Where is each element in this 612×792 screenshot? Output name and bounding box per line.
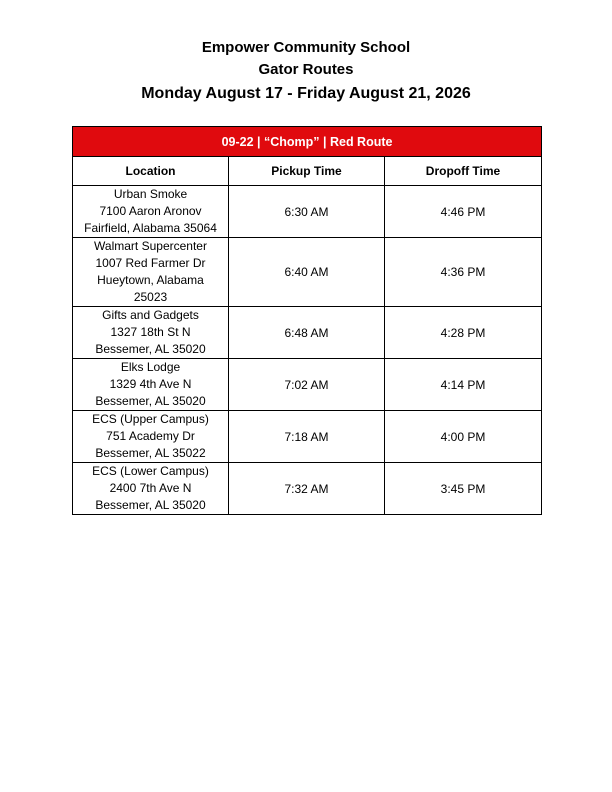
location-city: Bessemer, AL 35020: [95, 498, 206, 512]
pickup-time: 7:02 AM: [229, 359, 385, 411]
dropoff-time: 4:14 PM: [385, 359, 542, 411]
route-title-row: [73, 127, 542, 157]
column-header-dropoff: Dropoff Time: [385, 157, 542, 186]
location-city: Bessemer, AL 35022: [95, 446, 206, 460]
table-row: [73, 238, 542, 307]
school-name: Empower Community School: [201, 39, 411, 56]
table-row: [73, 411, 542, 463]
pickup-time: 7:18 AM: [229, 411, 385, 463]
location-street: 7100 Aaron Aronov: [99, 204, 202, 218]
dropoff-time: 4:36 PM: [385, 238, 542, 307]
location-cell: [73, 238, 229, 307]
location-city: Fairfield, Alabama 35064: [84, 221, 217, 235]
location-cell: [73, 411, 229, 463]
location-city: Bessemer, AL 35020: [95, 342, 206, 356]
route-table: [72, 126, 542, 515]
location-street: 751 Academy Dr: [106, 429, 195, 443]
location-cell: [73, 186, 229, 238]
location-name: Walmart Supercenter: [94, 239, 207, 253]
location-city: Bessemer, AL 35020: [95, 394, 206, 408]
date-range: Monday August 17 - Friday August 21, 2026: [141, 85, 471, 102]
pickup-time: 7:32 AM: [229, 463, 385, 515]
pickup-time: 6:48 AM: [229, 307, 385, 359]
dropoff-time: 4:00 PM: [385, 411, 542, 463]
location-street: 2400 7th Ave N: [109, 481, 192, 495]
location-cell: [73, 463, 229, 515]
location-name: ECS (Lower Campus): [92, 464, 209, 478]
dropoff-time: 4:46 PM: [385, 186, 542, 238]
location-name: Urban Smoke: [113, 187, 188, 201]
location-cell: [73, 359, 229, 411]
table-row: [73, 463, 542, 515]
column-header-location: Location: [73, 157, 229, 186]
column-header-row: [73, 157, 542, 186]
location-name: Elks Lodge: [120, 360, 181, 374]
pickup-time: 6:40 AM: [229, 238, 385, 307]
location-street: 1007 Red Farmer Dr: [95, 256, 206, 270]
location-street: 1327 18th St N: [110, 325, 191, 339]
location-name: ECS (Upper Campus): [92, 412, 209, 426]
table-row: [73, 186, 542, 238]
pickup-time: 6:30 AM: [229, 186, 385, 238]
route-title: 09-22 | “Chomp” | Red Route: [73, 127, 542, 157]
location-name: Gifts and Gadgets: [102, 308, 199, 322]
location-zip: 25023: [133, 290, 168, 304]
document-subtitle: Gator Routes: [258, 61, 354, 78]
dropoff-time: 3:45 PM: [385, 463, 542, 515]
table-row: [73, 307, 542, 359]
table-row: [73, 359, 542, 411]
dropoff-time: 4:28 PM: [385, 307, 542, 359]
location-city: Hueytown, Alabama: [97, 273, 204, 287]
location-street: 1329 4th Ave N: [109, 377, 192, 391]
document-header: [0, 37, 612, 105]
column-header-pickup: Pickup Time: [229, 157, 385, 186]
location-cell: [73, 307, 229, 359]
